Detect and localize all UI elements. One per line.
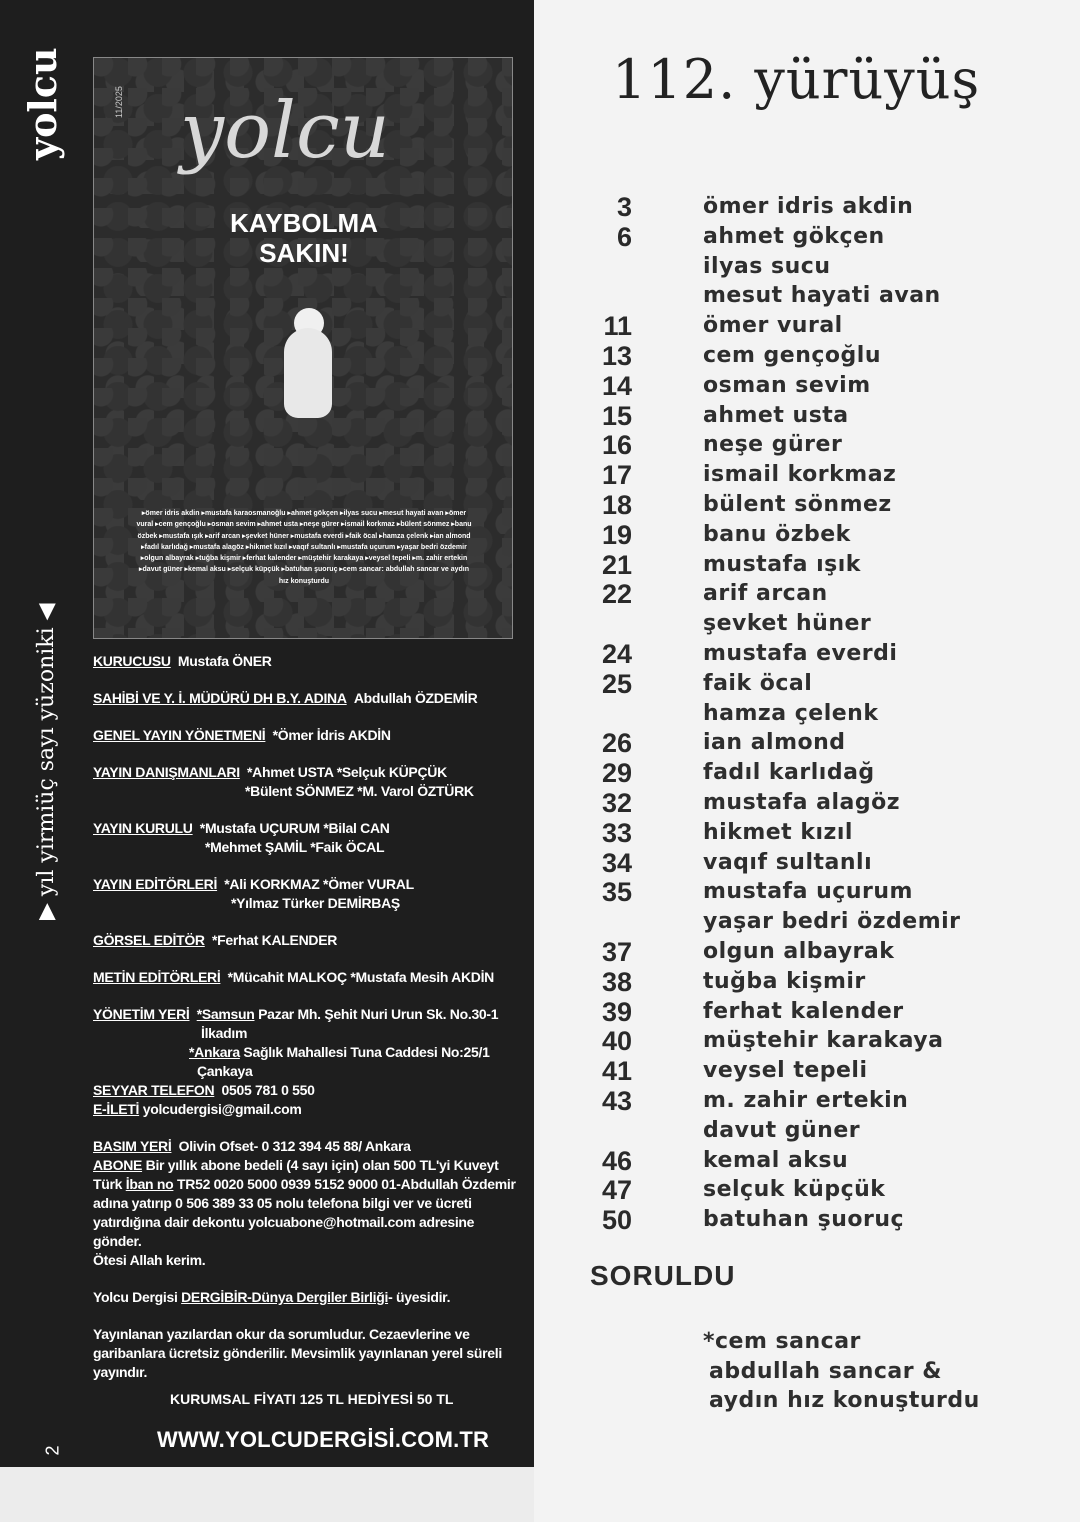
toc-page-number: 35 (601, 877, 632, 908)
toc-author: ömer vural (703, 313, 843, 339)
toc-author: mustafa uçurum (703, 879, 913, 905)
board-line1: *Mustafa UÇURUM *Bilal CAN (199, 820, 390, 836)
toc-entry[interactable] (592, 728, 1032, 758)
subscription-closing: Ötesi Allah kerim. (93, 1252, 206, 1268)
toc-author: davut güner (703, 1117, 861, 1143)
advisors-block (93, 763, 523, 801)
interview-credits (703, 1327, 980, 1416)
toc-author: neşe gürer (703, 432, 843, 458)
cover-contributors: ▸ömer idris akdin ▸mustafa karaosmanoğlu ▸ahmet gökçen ▸ilyas sucu ▸mesut hayati avan ▸ömer vural ▸cem gençoğlu ▸osman sevim ▸ahmet usta ▸neşe gürer ▸ismail korkmaz ▸bülent sönmez ▸banu özbek ▸mustafa ışık ▸arif arcan ▸şevket hüner ▸mustafa everdi ▸faik öcal ▸hamza çelenk ▸ian almond ▸fadıl karlıdağ ▸mustafa alagöz ▸hikmet kızıl ▸vaqıf sultanlı ▸mustafa uçurum ▸yaşar bedri özdemir ▸olgun albayrak ▸tuğba kişmir ▸ferhat kalender ▸müştehir karakaya ▸veysel tepeli ▸m. zahir ertekin ▸davut güner ▸kemal aksu ▸selçuk küpçük ▸batuhan şuoruç ▸cem sancar: abdullah sancar ve aydın hız konuşturdu (136, 510, 472, 585)
text-editors-line (93, 968, 523, 987)
iban-label: İban no (125, 1176, 174, 1192)
office-address-2: Sağlık Mahallesi Tuna Caddesi No:25/1 (243, 1044, 490, 1060)
toc-entry[interactable] (592, 937, 1032, 967)
toc-entry[interactable] (592, 1116, 1032, 1146)
side-volume-line (34, 540, 74, 920)
membership-line (93, 1288, 523, 1307)
toc-entry[interactable] (592, 639, 1032, 669)
toc-entry[interactable] (592, 371, 1032, 401)
page-number: 2 (42, 1445, 63, 1456)
toc-entry[interactable] (592, 1056, 1032, 1086)
editor-in-chief-label: GENEL YAYIN YÖNETMENİ (93, 727, 266, 743)
white-bird-illustration (284, 328, 332, 418)
toc-entry[interactable] (592, 311, 1032, 341)
table-of-contents (592, 192, 1032, 1235)
toc-author: ömer idris akdin (703, 194, 914, 219)
cover-logo: yolcu (180, 86, 390, 176)
toc-entry[interactable] (592, 758, 1032, 788)
toc-author: ismail korkmaz (703, 462, 897, 488)
toc-entry[interactable] (592, 609, 1032, 639)
toc-author: hikmet kızıl (703, 819, 853, 845)
toc-entry[interactable] (592, 877, 1032, 907)
toc-page-number: 25 (601, 668, 632, 699)
interview-line-1: *cem sancar (703, 1329, 861, 1354)
toc-author: olgun albayrak (703, 938, 895, 964)
toc-page-number: 17 (601, 460, 632, 491)
toc-entry[interactable] (592, 520, 1032, 550)
toc-page-number: 24 (601, 638, 632, 669)
toc-author: arif arcan (703, 581, 828, 607)
owner-name: Abdullah ÖZDEMİR (353, 690, 478, 706)
advisors-label: YAYIN DANIŞMANLARI (93, 764, 240, 780)
editors-block (93, 875, 523, 913)
email-label: E-İLETİ (93, 1101, 140, 1117)
interview-line-2: abdullah sancar & (709, 1358, 942, 1384)
membership-link[interactable]: DERGİBİR-Dünya Dergiler Birliği (181, 1289, 389, 1305)
interview-line-3: aydın hız konuşturdu (709, 1388, 980, 1413)
toc-entry[interactable] (592, 1146, 1032, 1176)
advisors-line1: *Ahmet USTA *Selçuk KÜPÇÜK (247, 764, 447, 780)
toc-page-number: 47 (601, 1175, 632, 1206)
toc-author: cem gençoğlu (703, 342, 881, 368)
toc-entry[interactable] (592, 1026, 1032, 1056)
toc-author: osman sevim (703, 372, 871, 398)
issue-title: 112. yürüyüş (612, 48, 981, 111)
toc-author: selçuk küpçük (703, 1177, 886, 1203)
toc-page-number: 29 (601, 758, 632, 789)
owner-label: SAHİBİ VE Y. İ. MÜDÜRÜ DH B.Y. ADINA (93, 690, 347, 706)
toc-author: müştehir karakaya (703, 1028, 944, 1054)
editors-label: YAYIN EDİTÖRLERİ (93, 876, 218, 892)
volume-text: ▶ yıl yirmiüç sayı yüzoniki ◀ (34, 603, 59, 920)
toc-author: yaşar bedri özdemir (703, 909, 961, 935)
toc-page-number: 40 (601, 1026, 632, 1057)
toc-author: banu özbek (703, 521, 851, 547)
toc-page-number: 26 (601, 728, 632, 759)
toc-page-number: 33 (601, 817, 632, 848)
toc-page-number: 50 (601, 1205, 632, 1236)
toc-page-number: 19 (601, 519, 632, 550)
toc-author: tuğba kişmir (703, 968, 866, 994)
toc-author: m. zahir ertekin (703, 1087, 909, 1113)
office-block (93, 1005, 523, 1119)
toc-author: vaqıf sultanlı (703, 849, 873, 875)
founder-name: Mustafa ÖNER (177, 653, 272, 669)
toc-author: hamza çelenk (703, 700, 879, 726)
subscription-text-2: TR52 0020 5000 0939 5152 9000 01-Abdullah Özdemir adına yatırıp 0 506 389 33 05 nolu telefona bilgi ver ve ücreti yatırdığına dair dekontu yolcuabone@hotmail.com adresine gönder. (93, 1176, 516, 1249)
toc-entry[interactable] (592, 1086, 1032, 1116)
toc-page-number: 46 (601, 1145, 632, 1176)
toc-page-number: 3 (616, 192, 632, 222)
toc-page-number: 14 (601, 370, 632, 401)
toc-page-number: 16 (601, 430, 632, 461)
toc-entry[interactable] (592, 550, 1032, 580)
toc-author: mesut hayati avan (703, 283, 941, 309)
toc-entry[interactable] (592, 967, 1032, 997)
toc-author: batuhan şuoruç (703, 1207, 905, 1233)
editors-line1: *Ali KORKMAZ *Ömer VURAL (224, 876, 414, 892)
membership-pre: Yolcu Dergisi (93, 1289, 178, 1305)
toc-author: fadıl karlıdağ (703, 760, 875, 786)
masthead-panel (0, 0, 534, 1467)
toc-page-number: 6 (616, 221, 632, 252)
toc-author: ahmet gökçen (703, 223, 885, 249)
cover-headline-line1: KAYBOLMA (230, 208, 378, 238)
owner-line (93, 689, 523, 708)
membership-post: - üyesidir. (388, 1289, 451, 1305)
side-brand (20, 47, 80, 160)
toc-author: ian almond (703, 730, 846, 756)
toc-entry[interactable] (592, 699, 1032, 729)
board-label: YAYIN KURULU (93, 820, 193, 836)
toc-page-number: 32 (601, 787, 632, 818)
board-line2: *Mehmet ŞAMİL *Faik ÖCAL (205, 839, 385, 855)
magazine-cover (93, 57, 513, 639)
founder-line (93, 652, 523, 671)
office-district-1: İlkadım (201, 1025, 248, 1041)
masthead-info (93, 652, 523, 1400)
toc-page-number: 21 (601, 549, 632, 580)
visual-editor-label: GÖRSEL EDİTÖR (93, 932, 205, 948)
toc-entry[interactable] (592, 818, 1032, 848)
toc-entry[interactable] (592, 997, 1032, 1027)
office-city-1: *Samsun (196, 1006, 255, 1022)
toc-author: mustafa everdi (703, 640, 898, 666)
phone-label: SEYYAR TELEFON (93, 1082, 215, 1098)
toc-entry[interactable] (592, 490, 1032, 520)
editor-in-chief-line (93, 726, 523, 745)
toc-author: şevket hüner (703, 611, 872, 637)
toc-page-number: 43 (601, 1085, 632, 1116)
toc-page-number: 11 (603, 311, 632, 342)
toc-entry[interactable] (592, 401, 1032, 431)
office-district-2: Çankaya (197, 1063, 253, 1079)
cover-headline (94, 208, 513, 268)
toc-entry[interactable] (592, 341, 1032, 371)
toc-entry[interactable] (592, 430, 1032, 460)
toc-entry[interactable] (592, 848, 1032, 878)
toc-entry[interactable] (592, 192, 1032, 222)
side-brand-text: yolcu (20, 47, 65, 160)
toc-page-number: 13 (601, 340, 632, 371)
toc-author: mustafa alagöz (703, 789, 901, 815)
toc-author: mustafa ışık (703, 551, 861, 577)
toc-author: kemal aksu (703, 1147, 849, 1173)
toc-author: ahmet usta (703, 402, 849, 428)
visual-editor-line (93, 931, 523, 950)
subscription-text-1: Bir yıllık abone bedeli (4 sayı için) olan 500 TL'yi Kuveyt Türk (93, 1157, 499, 1192)
toc-page-number: 34 (601, 847, 632, 878)
toc-page-number: 41 (601, 1056, 632, 1087)
subscription-label: ABONE (93, 1157, 143, 1173)
toc-entry[interactable] (592, 669, 1032, 699)
email-address[interactable]: yolcudergisi@gmail.com (142, 1101, 302, 1117)
text-editors-names: *Mücahit MALKOÇ *Mustafa Mesih AKDİN (227, 969, 494, 985)
founder-label: KURUCUSU (93, 653, 171, 669)
text-editors-label: METİN EDİTÖRLERİ (93, 969, 221, 985)
toc-entry[interactable] (592, 579, 1032, 609)
toc-entry[interactable] (592, 460, 1032, 490)
print-house: Olivin Ofset- 0 312 394 45 88/ Ankara (178, 1138, 411, 1154)
toc-page-number: 15 (601, 400, 632, 431)
toc-entry[interactable] (592, 222, 1032, 252)
advisors-line2: *Bülent SÖNMEZ *M. Varol ÖZTÜRK (245, 783, 474, 799)
toc-page-number: 37 (601, 936, 632, 967)
board-block (93, 819, 523, 857)
editor-in-chief-name: *Ömer İdris AKDİN (272, 727, 391, 743)
cover-issue: 11/2025 (114, 86, 124, 118)
toc-entry[interactable] (592, 788, 1032, 818)
toc-entry[interactable] (592, 907, 1032, 937)
toc-page-number: 22 (601, 579, 632, 610)
editors-line2: *Yılmaz Türker DEMİRBAŞ (231, 895, 400, 911)
toc-page-number: 38 (601, 966, 632, 997)
toc-entry[interactable] (592, 1205, 1032, 1235)
toc-entry[interactable] (592, 252, 1032, 282)
toc-author: veysel tepeli (703, 1058, 868, 1084)
toc-author: bülent sönmez (703, 491, 892, 517)
phone-number: 0505 781 0 550 (221, 1082, 315, 1098)
print-label: BASIM YERİ (93, 1138, 172, 1154)
visual-editor-name: *Ferhat KALENDER (211, 932, 338, 948)
print-block (93, 1137, 523, 1270)
cover-headline-line2: SAKIN! (259, 238, 349, 268)
toc-author: ilyas sucu (703, 253, 831, 279)
toc-author: faik öcal (703, 670, 813, 696)
toc-entry[interactable] (592, 1175, 1032, 1205)
office-address-1: Pazar Mh. Şehit Nuri Urun Sk. No.30-1 (258, 1006, 499, 1022)
responsibility-note: Yayınlanan yazılardan okur da sorumludur. Cezaevlerine ve garibanlara ücretsiz gönderilir. Mevsimlik yayınlanan yerel süreli yayındır. (93, 1326, 502, 1380)
toc-page-number: 18 (601, 489, 632, 520)
price-line: KURUMSAL FİYATI 125 TL HEDİYESİ 50 TL (170, 1391, 454, 1407)
office-city-2: *Ankara (189, 1044, 240, 1060)
toc-entry[interactable] (592, 281, 1032, 311)
toc-author: ferhat kalender (703, 998, 904, 1024)
bottom-strip (0, 1467, 1080, 1522)
interview-heading: SORULDU (590, 1260, 736, 1291)
website-link[interactable]: WWW.YOLCUDERGİSİ.COM.TR (157, 1427, 490, 1452)
toc-page-number: 39 (601, 996, 632, 1027)
office-label: YÖNETİM YERİ (93, 1006, 190, 1022)
